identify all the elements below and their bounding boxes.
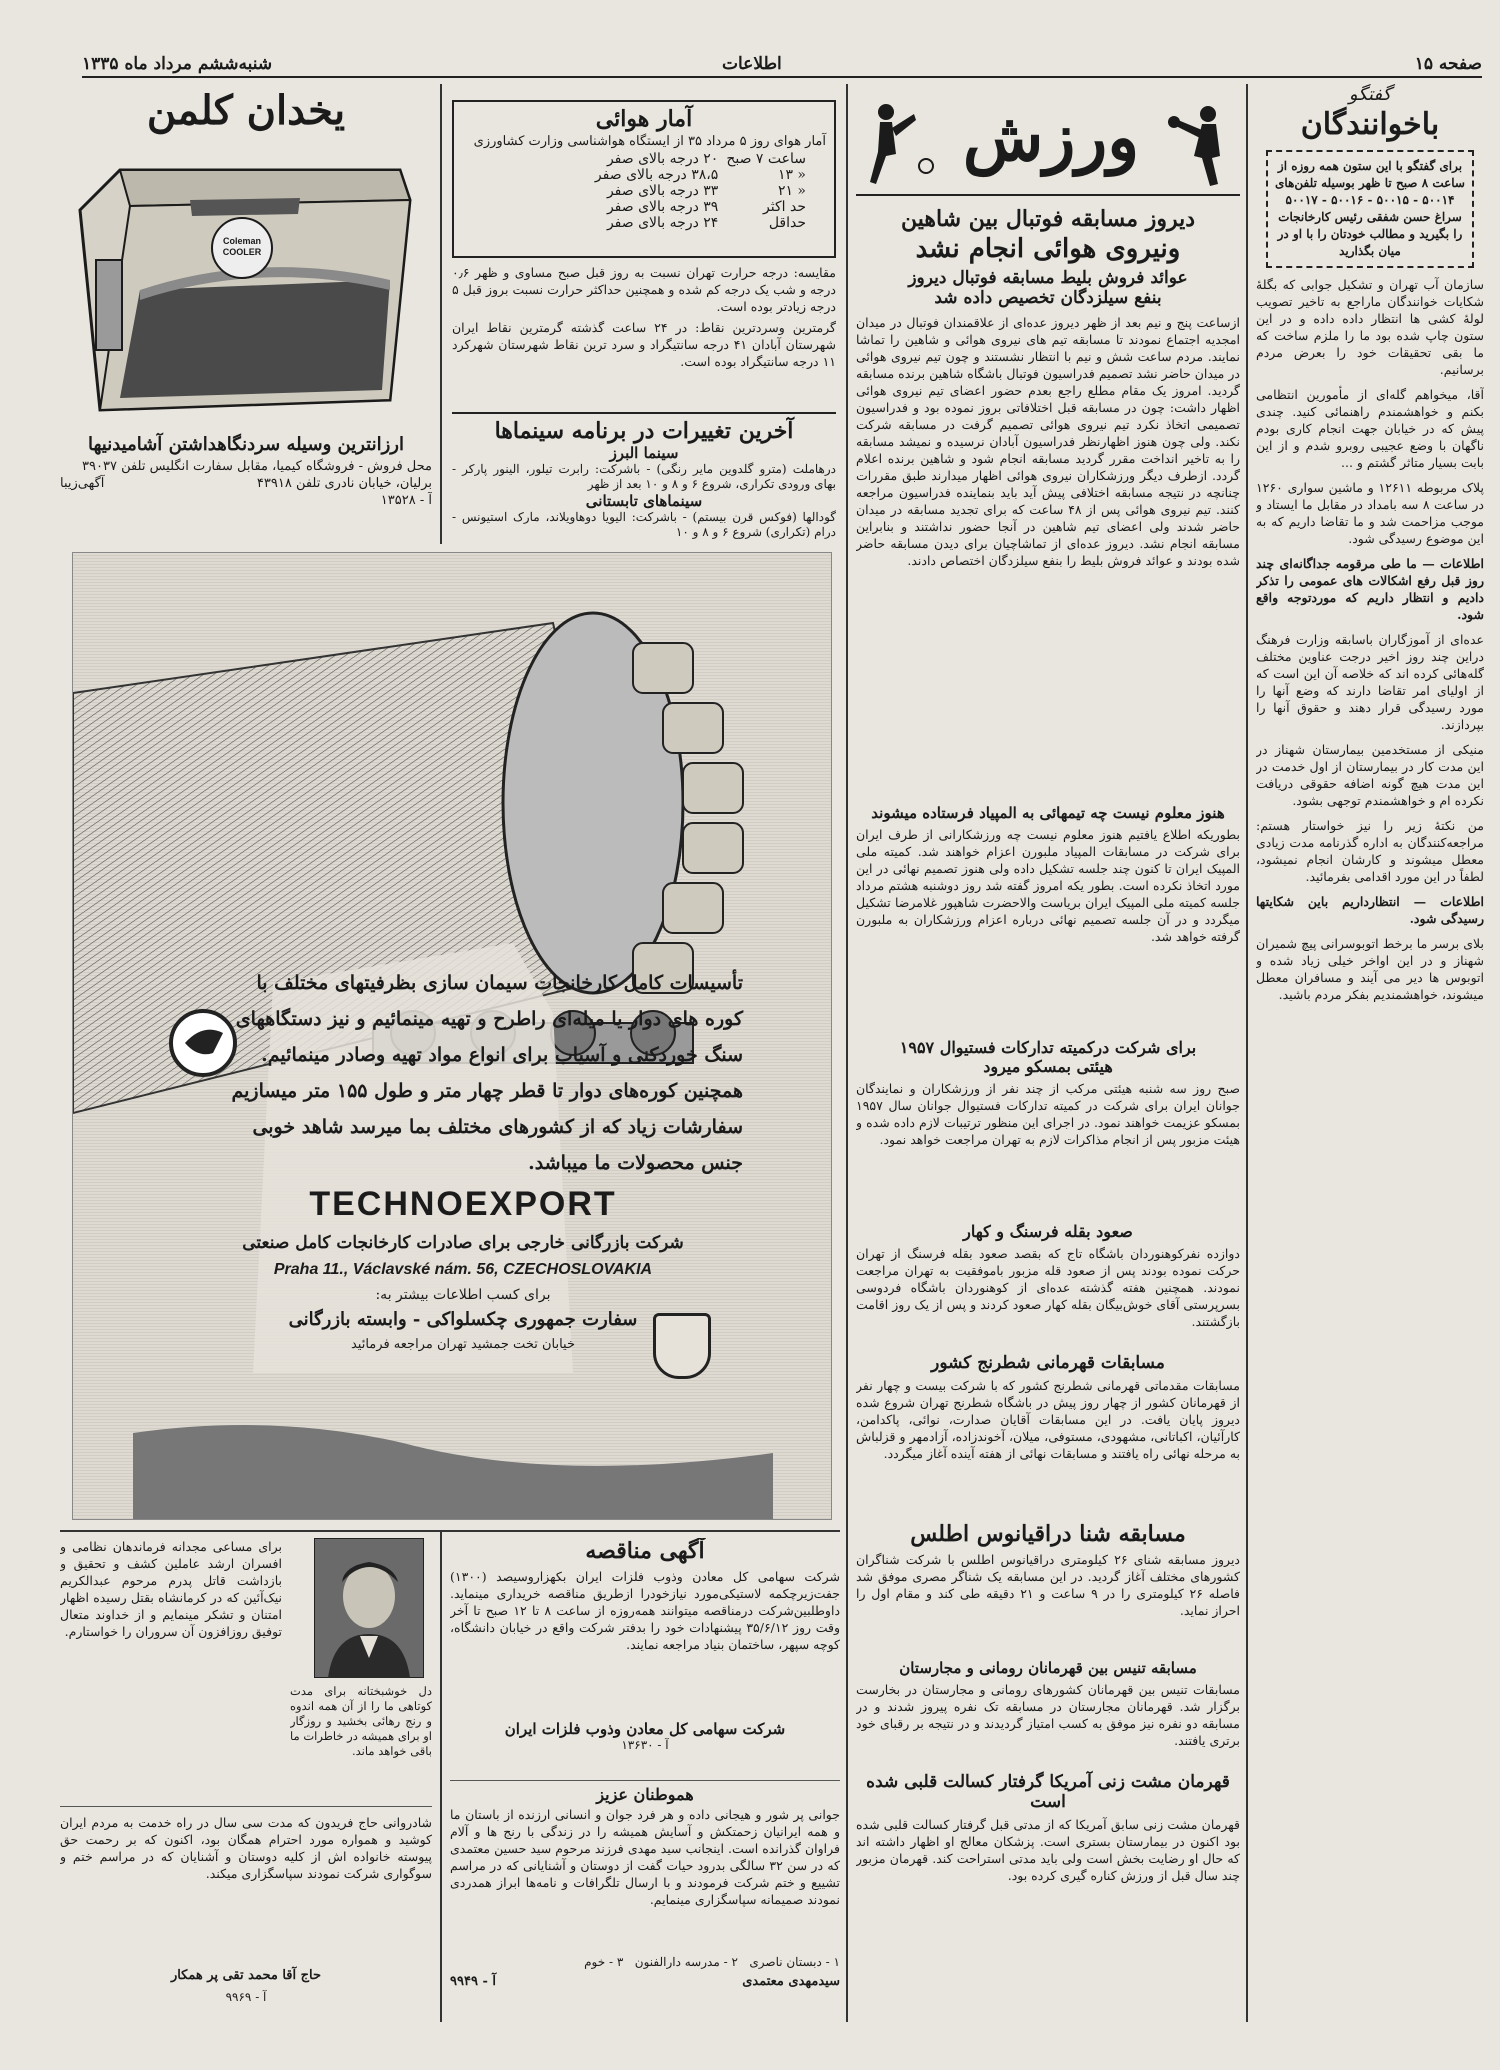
article-body: مسابقات مقدماتی قهرمانی شطرنج کشور که با شرکت بیست و چهار نفر از قهرمانان کشور از چهار روز پیش در باشگاه شطرنج تهران شروع شده دیروز پایان یافت. در این مسابقات آقایان صدارت، نوائی، پاکدامن، کارآئیان، اکباتانی، مشهودی، مستوفی، میلان، آخوندزاده، آزادمهر و قزلباش به مرحله نهائی راه یافتند و مسابقات نهائی از هفته آینده آغاز میگردد. [856,1378,1240,1461]
article-body: ازساعت پنج و نیم بعد از ظهر دیروز عده‌ای از علاقمندان فوتبال در میدان امجدیه اجتماع نمودند تا مسابقه تیم های نیروی هوائی و شاهین را تماشا نمایند. مردم ساعت شش و نیم با انتظار نشستند و چون تیم نیروی هوائی در میدان حاضر نشد تصمیم فدراسیون فوتبال باشگاه شاهین برنده مسابقه گردید. امروز یک مقام مطلع راجع بعدم حضور اعضای تیم نیروی هوائی اظهار داشت: چون در مسابقه قبل اختلافاتی بروز نموده بود و فدراسیون تصمیمی اتخاذ نکرد تیم نیروی هوائی تصمیم گرفت در مسابقه شرکت نکند. ولی چون هنوز اظهارنظر فدراسیون آبادان نرسیده و نمیشد مسابقه را به تاخیر انداخت مقرر گردید مسابقه انجام شود و شاهین برنده اعلام گردد. ازطرف دیگر ورزشکاران نیروی هوائی اظهار میدارند طبق مقررات چنانچه در نتیجه مسابقه اختلافی پیش آید باید بنماینده فدراسیون مراجعه کنند. تیم نیروی هوائی پس از ۴۸ ساعت که برای تجدید مسابقه در میدان حاضر شدند ولی اعضای تیم شاهین در آنجا حضور نداشتند و بنابراین مسابقه انجام نشد. دیروز عده‌ای از تماشاچیان برای دیدن مسابقه حاضر شده بودند و عوائد فروش بلیط را بنفع سیلزدگان اختصاص دادند. [856,315,1240,568]
list-item: ۲ - مدرسه دارالفنون [634,1955,738,1969]
cinema-body: درهاملت (مترو گلدوین مایر رنگی) - باشرکت: رابرت تیلور، الینور پارکر - بهای ورودی تکراری، شروع ۶ و ۸ و ۱۰ بعد از ظهر [452,462,836,491]
column-rule [440,1532,442,2022]
weather-time: « ۱۳ [777,167,806,183]
article-body: قهرمان مشت زنی سابق آمریکا که از مدتی قبل گرفتار کسالت قلبی شده بود اکنون در بیمارستان بستری است. پزشکان معالج او اظهار داشته اند که حال او رضایت بخش است ولی باید مدتی استراحت کند. قهرمان مزبور چند سال قبل از ورزش کناره گیری کرده بود. [856,1817,1240,1883]
readers-kicker: گفتگو [1348,84,1392,105]
sports-subhead: بنفع سیلزدگان تخصیص داده شد [934,288,1162,308]
obituary-signature: سیدمهدی معتمدی [742,1974,840,1989]
readers-paragraph: آقا، میخواهم گله‌ای از مأمورین انتظامی بکنم و خواهشمندم راهنمائی کنید. چندی پیش که در خیابان جهت انجام کاری بودم ناگهان با وضع عجیبی روبرو شدم و از این بابت بسیار متاثر گشتم و ... [1256,387,1484,470]
weather-value: ۳۸،۵ درجه بالای صفر [594,167,719,183]
article-headline: برای شرکت درکمیته تدارکات فستیوال ۱۹۵۷ [899,1038,1197,1057]
fridge-ad-code: آ - ۱۳۵۲۸ [380,493,432,508]
weather-intro: آمار هوای روز ۵ مرداد ۳۵ از ایستگاه هواشناسی وزارت کشاورزی [473,134,826,149]
technoexport-more-info: برای کسب اطلاعات بیشتر به: [375,1287,551,1303]
readers-contact-box: برای گفتگو با این ستون همه روزه از ساعت ۸ صبح تا ظهر بوسیله تلفن‌های ۵۰۰۱۴ - ۵۰۰۱۵ - ۵۰۰۱۶ - ۵۰۰۱۷ سراغ حسن شفقی رئیس کارخانجات را بگیرید و مطالب خودتان را با او در میان بگذارید [1266,150,1474,268]
obituary-footer [450,1974,840,1989]
fridge-ad-title: یخدان کلمن [146,87,346,134]
article-headline: هنوز معلوم نیست چه تیمهائی به المپیاد فرستاده میشوند [871,804,1225,822]
tender-code: آ - ۱۳۶۳۰ [621,1738,669,1752]
portrait-photo-icon [314,1538,424,1678]
cinema-subhead: سینماهای تابستانی [585,492,703,510]
readers-title: باخوانندگان [1300,107,1440,142]
article-headline: مسابقات قهرمانی شطرنج کشور [931,1353,1165,1373]
weather-box [452,100,836,258]
article-body: دیروز مسابقه شنای ۲۶ کیلومتری دراقیانوس اطلس با شرکت شناگران کشورهای مختلف آغاز گردید. در این مسابقه یک شناگر مصری موفق شد فاصله ۲۶ کیلومتری را در ۹ ساعت و ۲۱ دقیقه طی کند و مقام اول را احراز نماید. [856,1552,1240,1618]
section-rule [60,1530,840,1532]
table-row [591,183,810,199]
list-item: ۳ - خوم [584,1955,624,1969]
obituary-title: هموطنان عزیز [596,1785,694,1804]
obituary-notice [450,1780,840,2020]
thanks-body: شادروانی حاج فریدون که مدت سی سال در راه خدمت به مردم ایران کوشید و همواره مورد احترام همگان بود، اکنون که بر رحمت حق پیوسته خانواده اش از کلیه دوستان و آشنایان که در مراسم ختم و سوگواری شرکت نمودند سپاسگزاری میکند. [60,1815,432,1881]
readers-paragraph: بلای برسر ما برخط اتوبوسرانی پیچ شمیران شهناز و در این اواخر خیلی زیاد شده و اتوبوس ها دیر می آیند و مسافران معطل میشوند، خواهشمندیم بفکر مردم باشید. [1256,936,1484,1002]
fridge-ad-address: برلیان، خیابان نادری تلفن ۴۳۹۱۸ [256,476,432,491]
obituary-list [450,1954,840,1970]
cooler-image [60,140,432,430]
weather-table [591,151,810,231]
ettelaat-reply: اطلاعات — ما طی مرقومه جداگانه‌ای چند روز قبل رفع اشکالات های عمومی را تذکر دادیم و انتظار داریم که موردتوجه واقع شود. [1256,556,1484,622]
article-headline: قهرمان مشت زنی آمریکا گرفتار کسالت قلبی شده است [866,1772,1230,1812]
fridge-ad-store: محل فروش - فروشگاه کیمیا، مقابل سفارت انگلیس تلفن ۳۹۰۳۷ [82,459,432,474]
table-row [591,215,810,231]
weather-time: حد اکثر [763,199,806,215]
article-headline: هیئتی بمسکو میرود [983,1057,1113,1076]
weather-extremes: گرمترین وسردترین نقاط: در ۲۴ ساعت گذشته گرمترین نقاط ایران شهرستان آبادان ۴۱ درجه سانتیگراد و سرد ترین نقاط شهرستان شهرکرد ۱۱ درجه سانتیگراد بوده است. [452,320,836,369]
article-body: مسابقات تنیس بین قهرمانان کشورهای رومانی و مجارستان در بخارست برگزار شد. قهرمانان مجارستان در مسابقه تک نفره پیروز شدند و در مسابقه دو نفره نیز موفق به کسب امتیاز گردیدند و در نتیجه بر رقبای خود برتری یافتند. [856,1682,1240,1748]
date-line: شنبه‌ششم مرداد ماه ۱۳۳۵ [82,54,273,74]
technoexport-body: تأسیسات کامل کارخانجات سیمان سازی بظرفیتهای مختلف با کوره های دوار یا میله‌ای راطرح و تهیه مینمائیم و نیز دستگاههای سنگ خوردکنی و آسیاب برای انواع مواد تهیه وصادر مینمائیم. همچنین کوره‌های دوار تا قطر چهار متر و طول ۱۵۵ متر میسازیم سفارشات زیاد که از کشورهای مختلف بما میرسد شاهد خوبی جنس محصولات ما میباشد. [231,972,743,1174]
fridge-ad-address-row [60,476,432,491]
tender-signature: شرکت سهامی کل معادن وذوب فلزات ایران [504,1720,786,1738]
weather-value: ۳۹ درجه بالای صفر [606,199,719,215]
cooler-label: Coleman COOLER [222,236,262,257]
readers-paragraph: منیکی از مستخدمین بیمارستان شهناز در این مدت کار در بیمارستان از اول خدمت در این مدت هیچ گونه اضافه حقوقی دریافت نکرده ام و خواهشمندم توجهی بشود. [1256,742,1484,808]
weather-value: ۳۳ درجه بالای صفر [606,183,719,199]
page-number: صفحه ۱۵ [1414,54,1482,74]
technoexport-ad [72,552,832,1520]
table-row [591,167,810,183]
list-item: ۱ - دبستان ناصری [749,1955,840,1969]
masthead [82,52,1482,78]
paper-name: اطلاعات [722,54,782,74]
column-rule [1246,84,1248,2022]
technoexport-embassy: سفارت جمهوری چکسلواکی - وابسته بازرگانی [288,1309,638,1330]
fridge-ad [60,86,432,544]
technoexport-brand: TECHNOEXPORT [309,1185,617,1223]
ettelaat-reply: اطلاعات — انتظارداریم باین شکایتها رسیدگی شود. [1256,894,1484,926]
sports-title: ورزش [962,98,1140,176]
article-headline: مسابقه شنا دراقیانوس اطلس [910,1521,1186,1547]
fridge-ad-agency: آگهی‌زیبا [60,476,105,491]
weather-title: آمار هوائی [595,106,693,132]
readers-text [1256,276,1484,1003]
article-body: بطوریکه اطلاع یافتیم هنوز معلوم نیست چه ورزشکارانی از طرف ایران برای شرکت در مسابقات المپیاد ملبورن اعزام خواهند شد. کمیته ملی المپیک ایران تا کنون چند جلسه تشکیل داده ولی هنوز تصمیم نهائی در این مورد اتخاذ نکرده است. بطور یکه امروز گفته شد روز دوشنبه هشتم مرداد جلسه کمیته ملی المپیک ایران بریاست والاحضرت شاهپور غلامرضا تشکیل میگردد و در آن جلسه تصمیم نهائی درباره اعزام ورزشکاران به ملبورن گرفته خواهد شد. [856,827,1240,944]
weather-time: ساعت ۷ صبح [726,151,806,167]
fridge-ad-slogan: ارزانترین وسیله سردنگاهداشتن آشامیدنیها [87,434,405,455]
article-headline: صعود بقله فرسنگ و کهار [963,1222,1133,1241]
tender-title: آگهی مناقصه [585,1538,705,1564]
obituary-body: جوانی پر شور و هیجانی داده و هر فرد جوان و انسانی ارزنده از باستان ما و همه ایرانیان زحمتکش و آسایش همیشه را در زندگی با رنج ها و آلام فراوان گذرانده است. اینجانب سید مهدی فرزند مرحوم سید حسین معتمدی که در سن ۳۲ سالگی بدرود حیات گفت از دوستان و آشنایانی که در مراسم تشییع و ختم شرکت فرمودند و با ارسال تلگرافات و نامه‌ها ابراز همدردی نمودند صمیمانه سپاسگزاری مینمایم. [450,1807,840,1907]
technoexport-address: Praha 11., Václavské nám. 56, CZECHOSLOVAKIA [273,1261,653,1278]
portrait-block [290,1538,432,1798]
sports-column [856,84,1240,2024]
readers-column [1256,84,1484,2024]
cinema-subhead: سینما البرز [609,444,679,462]
table-row [591,199,810,215]
weather-value: ۲۴ درجه بالای صفر [606,215,719,231]
readers-paragraph: پلاک مربوطه ۱۲۶۱۱ و ماشین سواری ۱۲۶۰ در ساعت ۸ سه بامداد در مقابل ما ایستاد و موجب مزاحمت شد و ما تقاضا داریم که به این موضوع رسیدگی شود. [1256,480,1484,546]
sports-banner [856,84,1240,196]
section-rule [60,1806,432,1807]
readers-paragraph: من نکتۀ زیر را نیز خواستار هستم: مراجعه‌کنندگان به اداره گذرنامه مدت زیادی معطل میشوند و کارشان انجام نمیشود، لطفاً در این مورد اقدامی بفرمائید. [1256,818,1484,884]
weather-notes [452,264,836,406]
article-headline: مسابقه تنیس بین قهرمانان رومانی و مجارستان [899,1659,1197,1677]
cinema-section [452,412,836,542]
thanks-signature: حاج آقا محمد تقی پر همکار [170,1968,322,1983]
weather-time: « ۲۱ [777,183,806,199]
obituary-code: آ - ۹۹۴۹ [450,1974,496,1989]
article-body: دوازده نفرکوهنوردان باشگاه تاج که بقصد صعود بقله فرسنگ از تهران حرکت نموده بودند پس از صعود قله مزبور باموفقیت به تهران مراجعت نمودند. همچنین هفته گذشته عده‌ای از کوهنوردان باشگاه فردوسی بسرپرستی آقای خوش‌بیگان بقله کهار صعود کردند و پس از یک روز اقامت بازگشتند. [856,1246,1240,1329]
trade-emblem-icon [653,1313,711,1379]
column-rule [846,84,848,2022]
technoexport-company: شرکت بازرگانی خارجی برای صادرات کارخانجات کامل صنعتی [242,1233,684,1253]
column-rule [440,84,442,544]
readers-paragraph: سازمان آب تهران و تشکیل جوابی که بگلهٔ شکایات خوانندگان ماراجع به تاخیر تصویب لولهٔ کشی ها انتظار داده داده و در این ستون چاپ شده بود ما را ملزم ساخت که ما بقی تحقیقات خود را بعرض مردم برسانیم. [1256,277,1484,377]
table-row [591,151,810,167]
tender-notice [450,1538,840,1774]
sports-headline: ونیروی هوائی انجام نشد [915,234,1181,264]
notices-left [60,1538,432,2018]
article-body: صبح روز سه شنبه هیئتی مرکب از چند نفر از ورزشکاران و نمایندگان جوانان ایران برای شرکت در کمیته تدارکات فستیوال جوانان سال ۱۹۵۷ بمسکو عزیمت خواهند نمود. در اجرای این منظور ترتیبات لازم داده شده و هیئت مزبور پس از انجام مذاکرات لازم به تهران مراجعت خواهد نمود. [856,1081,1240,1147]
sports-headline: دیروز مسابقه فوتبال بین شاهین [900,206,1196,232]
tender-body: شرکت سهامی کل معادن وذوب فلزات ایران بکهزاروسیصد (۱۳۰۰) جفت‌زیرچکمه لاستیکی‌مورد نیازخودرا ازطریق مناقصه خریداری مینماید. داوطلبین‌شرکت درمناقصه میتوانند همه‌روزه از ساعت ۸ تا ۱۲ صبح تا آخر وقت روز ۳۵/۶/۱۲ پیشنهادات خود را بدفتر شرکت واقع در خیابان دانشگاه، کوچه سپهر، ساختمان بنیاد مراجعه نمایند. [450,1569,840,1652]
obituary-text2: دل خوشبختانه برای مدت کوتاهی ما را از آن همه اندوه و رنج رهائی بخشید و روزگار او برای همیشه در خاطرات ما باقی خواهد ماند. [290,1684,432,1758]
weather-time: حداقل [768,215,806,231]
sports-subhead: عوائد فروش بلیط مسابقه فوتبال دیروز [908,268,1188,288]
thanks-code: آ - ۹۹۶۹ [225,1990,267,2004]
cinema-title: آخرین تغییرات در برنامه سینماها [494,418,794,444]
thanks-body: برای مساعی مجدانه فرماندهان نظامی و افسران ارشد عاملین کشف و تحقیق و بازداشت قاتل پدرم مرحوم عبدالکریم نیک‌آئین که در کرمانشاه بقتل رسیده اظهار امتنان و تشکر مینمایم و از خداوند متعال توفیق روزافزون آن سروران را خواستارم. [60,1539,282,1639]
readers-paragraph: عده‌ای از آموزگاران باسابقه وزارت فرهنگ دراین چند روز اخیر درجت عناوین مختلف گله‌هائی کرده اند که خلاصه آن این است که از اولیای امر تقاضا دارند که وضع آنها را مورد رسیدگی قرار دهند و حقوق آنها را بپردازند. [1256,632,1484,732]
cooler-icon [60,140,432,430]
cinema-body: گودالها (فوکس قرن بیستم) - باشرکت: الیویا دوهاویلاند، مارک استیونس - درام (تکراری) شروع ۶ و ۸ و ۱۰ [452,510,836,539]
weather-value: ۲۰ درجه بالای صفر [606,151,719,167]
technoexport-embassy-address: خیابان تخت جمشید تهران مراجعه فرمائید [350,1337,576,1352]
weather-compare: مقایسه: درجه حرارت تهران نسبت به روز قبل صبح مساوی و ظهر ۰٫۶ درجه و شب یک درجه کم شده و همچنین حداکثر حرارت نسبت بروز قبل ۵ درجه زیادتر بوده است. [452,265,836,314]
